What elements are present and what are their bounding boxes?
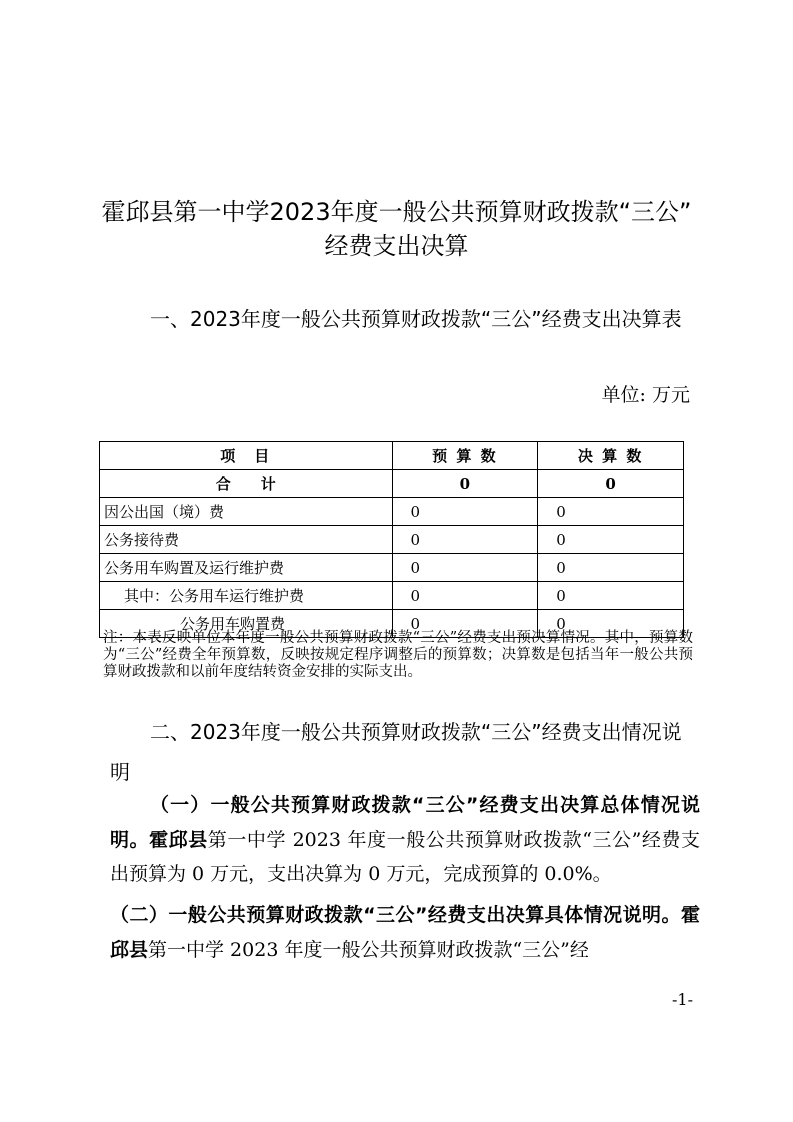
section2-heading: 二、2023年度一般公共预算财政拨款“三公”经费支出情况说明: [110, 720, 682, 784]
row-label: 其中：公务用车运行维护费: [100, 582, 393, 610]
table-row: [100, 526, 684, 554]
paragraph-overall-body: 第一中学 2023 年度一般公共预算财政拨款“三公”经费支出预算为 0 万元，支出决算为 0 万元，完成预算的 0.0%。: [110, 828, 700, 885]
page-number: -1-: [672, 990, 693, 1009]
header-final: 决 算 数: [538, 442, 684, 470]
table-note: 注：本表反映单位本年度一般公共预算财政拨款“三公”经费支出预决算情况。其中，预算数为“三公”经费全年预算数，反映按规定程序调整后的预算数；决算数是包括当年一般公共预算财政拨款和以前年度结转资金安排的实际支出。: [103, 630, 693, 680]
total-budget: 0: [392, 470, 538, 498]
header-budget: 预 算 数: [392, 442, 538, 470]
row-final: 0: [538, 610, 684, 638]
paragraph-overall-lead: （一）一般公共预算财政拨款“三公”经费支出决算总体情况说明。霍邱县: [110, 794, 700, 851]
row-final: 0: [538, 554, 684, 582]
row-final: 0: [538, 582, 684, 610]
row-label: 因公出国（境）费: [100, 498, 393, 526]
table-row: [100, 554, 684, 582]
row-budget: 0: [392, 610, 538, 638]
row-budget: 0: [392, 498, 538, 526]
row-budget: 0: [392, 582, 538, 610]
expense-table: [99, 441, 684, 638]
table-header-row: [100, 442, 684, 470]
row-budget: 0: [392, 526, 538, 554]
unit-label: 单位: 万元: [601, 384, 690, 406]
row-final: 0: [538, 526, 684, 554]
paragraph-detail-lead: （二）一般公共预算财政拨款“三公”经费支出决算具体情况说明。霍邱县: [110, 904, 700, 961]
row-label: 公务用车购置及运行维护费: [100, 554, 393, 582]
section1-heading: 一、2023年度一般公共预算财政拨款“三公”经费支出决算表: [150, 307, 682, 331]
paragraph-detail-body: 第一中学 2023 年度一般公共预算财政拨款“三公”经: [148, 938, 589, 961]
document-title-line2: 经费支出决算: [324, 232, 469, 260]
document-title-line1: 霍邱县第一中学2023年度一般公共预算财政拨款“三公”: [101, 198, 692, 226]
paragraph-overall: [110, 788, 700, 892]
header-item: 项 目: [100, 442, 393, 470]
row-final: 0: [538, 498, 684, 526]
table-row: [100, 582, 684, 610]
row-label: 公务接待费: [100, 526, 393, 554]
paragraph-detail: [110, 898, 700, 967]
row-budget: 0: [392, 554, 538, 582]
total-label: 合 计: [100, 470, 393, 498]
total-final: 0: [538, 470, 684, 498]
table-row: [100, 498, 684, 526]
row-label: 公务用车购置费: [100, 610, 393, 638]
table-total-row: [100, 470, 684, 498]
